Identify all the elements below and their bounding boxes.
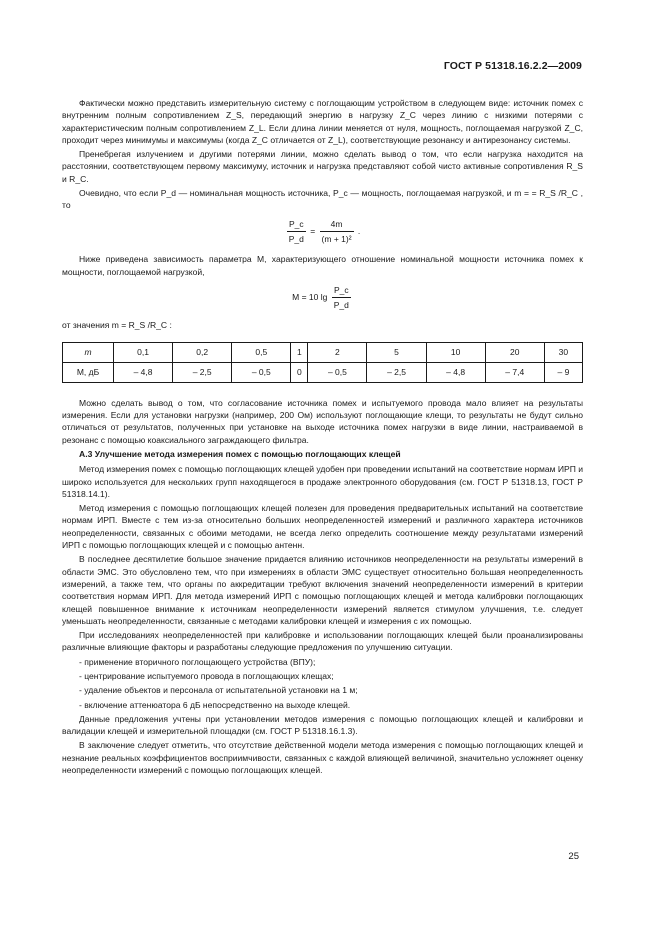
table-cell: – 0,5 (308, 362, 367, 382)
formula1-num-left: P_c (287, 218, 306, 232)
table-cell: – 4,8 (426, 362, 485, 382)
formula-power-ratio (62, 218, 583, 246)
table-header-m-db: M, дБ (63, 362, 114, 382)
table-row (63, 342, 583, 362)
fraction-pc-pd-2 (332, 284, 351, 312)
formula-dot: . (357, 225, 361, 236)
formula2-num: P_c (332, 284, 351, 298)
table-cell: 1 (291, 342, 308, 362)
paragraph-11: Данные предложения учтены при установлении методов измерения с помощью поглощающих клещей и калибровки и валидации клещей и измерительной площадки (см. ГОСТ Р 51318.16.1.3). (62, 713, 583, 737)
formula1-den-left: P_d (288, 233, 304, 244)
table-cell: – 2,5 (367, 362, 426, 382)
section-title-a3: А.3 Улучшение метода измерения помех с помощью поглощающих клещей (79, 448, 401, 459)
formula1-num-right: 4m (320, 218, 354, 232)
table-cell: 20 (485, 342, 544, 362)
paragraph-6: Можно сделать вывод о том, что согласование источника помех и испытуемого провода мало влияет на результаты измерения. Если для установки нагрузки (например, 200 Ом) используют поглощающие клещи, то результаты не будут сильно отличаться от результатов, полученных при установке на выходе источника помех нагрузки в виде линии, настраиваемой в резонанс с помощью коаксиального заграждающего фильтра. (62, 397, 583, 445)
table-cell: – 9 (544, 362, 582, 382)
paragraph-10: При исследованиях неопределенностей при калибровке и использовании поглощающих клещей были проанализированы различные влияющие факторы и разработаны следующие предложения по улучшению ситуации. (62, 630, 583, 653)
paragraph-12: В заключение следует отметить, что отсутствие действенной модели метода измерения с помощью поглощающих клещей и незнание реальных коэффициентов восприимчивости, связанных с каждой влияющей величиной, значительно усложняет оценку неопределенности измерений с помощью поглощающих клещей. (62, 740, 583, 776)
formula2-lhs: M = 10 lg (292, 291, 328, 302)
table-cell: – 2,5 (173, 362, 232, 382)
table-cell: – 4,8 (114, 362, 173, 382)
paragraph-1: Фактически можно представить измерительную систему с поглощающим устройством в следующем виде: источник помех с внутренним полным сопротивлением Z_S, передающий энергию в нагрузку Z_C через линию с низкими потерями с характеристическим полным сопротивлением Z_L. Если длина линии меняется от нуля, мощность, поглощаемая нагрузкой Z_C, проходит через минимумы и максимумы (когда Z_C отличается от Z_L), соответствующие резонансу и антирезонансу системы. (62, 98, 583, 145)
paragraph-4: Ниже приведена зависимость параметра M, характеризующего отношение номинальной мощности источника помех к мощности, поглощаемой нагрузкой, (62, 254, 583, 277)
formula2-den: P_d (333, 300, 349, 311)
list-item: - применение вторичного поглощающего устройства (ВПУ); (79, 656, 316, 667)
table-cell: 30 (544, 342, 582, 362)
table-cell: 10 (426, 342, 485, 362)
fraction-4m (320, 218, 354, 246)
paragraph-5: от значения m = R_S /R_C : (62, 320, 172, 331)
m-values-table (62, 342, 583, 383)
list-item: - удаление объектов и персонала от испытательной установки на 1 м; (79, 685, 358, 696)
paragraph-7: Метод измерения помех с помощью поглощающих клещей удобен при проведении испытаний на соответствие нормам ИРП и широко используется для нескольких групп находящегося в продаже электронного оборудования (см. ГОСТ Р 51318.13, ГОСТ Р 51318.14.1). (62, 464, 583, 499)
paragraph-3: Очевидно, что если P_d — номинальная мощность источника, P_c — мощность, поглощаемая нагрузкой, и m = = R_S /R_C , то (62, 188, 583, 211)
table-header-m: m (63, 342, 114, 362)
equals-sign: = (310, 225, 316, 236)
table-cell: 0,5 (232, 342, 291, 362)
table-cell: – 7,4 (485, 362, 544, 382)
page-content (62, 97, 583, 778)
paragraph-2: Пренебрегая излучением и другими потерями линии, можно сделать вывод о том, что если нагрузка находится на расстоянии, соответствующем первому максимуму, источник и нагрузка представляют собой чисто активные сопротивления R_S и R_C. (62, 149, 583, 184)
fraction-pc-pd (287, 218, 306, 246)
table-row (63, 362, 583, 382)
paragraph-8: Метод измерения с помощью поглощающих клещей полезен для проведения предварительных испытаний на соответствие нормам ИРП. Вместе с тем из-за относительно больших неопределенностей измерений и различного характера источников неопределенности, связанных с обоими методами, не всегда легко определить соотношение между результатами измерений ИРП с помощью поглощающих клещей и с помощью антенн. (62, 503, 583, 551)
table-cell: 0,2 (173, 342, 232, 362)
list-item: - включение аттенюатора 6 дБ непосредственно на выходе клещей. (79, 699, 351, 710)
table-cell: – 0,5 (232, 362, 291, 382)
proposals-list (62, 656, 583, 711)
table-cell: 0,1 (114, 342, 173, 362)
formula-m-parameter (62, 284, 583, 312)
formula1-den-right: (m + 1)² (321, 233, 352, 244)
list-item: - центрирование испытуемого провода в поглощающих клещах; (79, 670, 334, 681)
document-header: ГОСТ Р 51318.16.2.2—2009 (443, 60, 582, 72)
page-number: 25 (568, 851, 579, 862)
paragraph-9: В последнее десятилетие большое значение придается влиянию источников неопределенности на результаты измерений в области ЭМС. Это обусловлено тем, что при измерениях в области ЭМС существует относительно большая неопределенность измерений, а также тем, что органы по аккредитации требуют включения значений неопределенности измерений в критерии соответствия нормам ИРП. Для метода измерений ИРП с помощью поглощающих клещей и метода калибровки поглощающих клещей повышенное внимание к источникам неопределенности измерений является стимулом улучшения, т.е. следует уменьшать неопределенности, связанные с методами калибровки клещей и измерения с их помощью. (62, 554, 583, 626)
table-cell: 0 (291, 362, 308, 382)
table-cell: 2 (308, 342, 367, 362)
table-cell: 5 (367, 342, 426, 362)
